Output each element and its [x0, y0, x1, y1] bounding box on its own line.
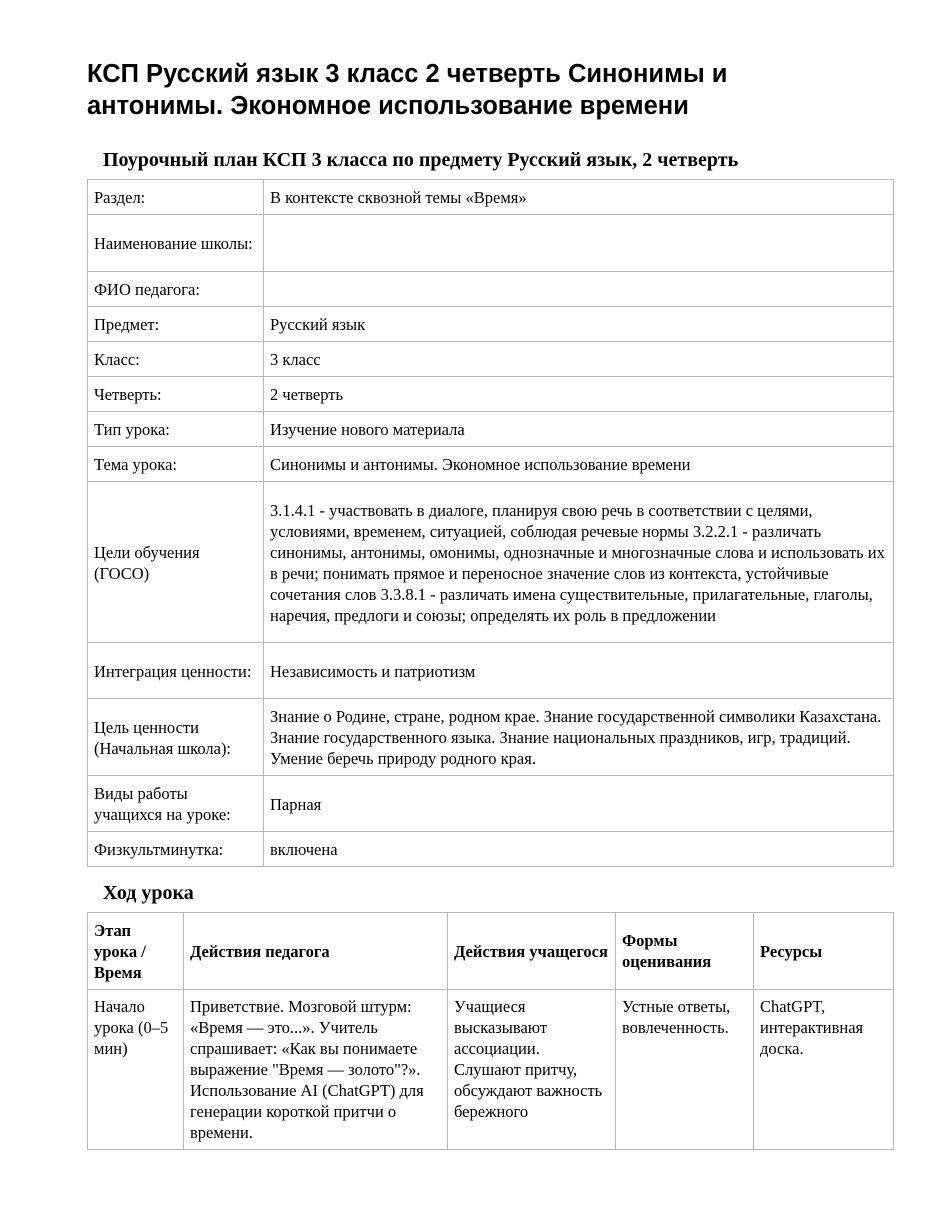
- row-value: Синонимы и антонимы. Экономное использование времени: [264, 447, 894, 482]
- row-value: 3 класс: [264, 342, 894, 377]
- table-header-row: [88, 913, 894, 990]
- assessment-cell: Устные ответы, вовлеченность.: [616, 990, 754, 1150]
- row-label: Виды работы учащихся на уроке:: [88, 776, 264, 832]
- stage-cell: Начало урока (0–5 мин): [88, 990, 184, 1150]
- row-value: Знание о Родине, стране, родном крае. Знание государственной символики Казахстана. Знание государственного языка. Знание национальных праздников, игр, традиций. Умение беречь природу родного края.: [264, 699, 894, 776]
- row-value: Парная: [264, 776, 894, 832]
- lesson-progress-table: [87, 912, 894, 1150]
- table-row: [88, 990, 894, 1150]
- row-label: Тема урока:: [88, 447, 264, 482]
- row-label: Физкультминутка:: [88, 832, 264, 867]
- table-row: [88, 342, 894, 377]
- table-row: [88, 832, 894, 867]
- row-value: В контексте сквозной темы «Время»: [264, 180, 894, 215]
- row-value: [264, 215, 894, 272]
- lesson-info-table: [87, 179, 894, 867]
- column-header-student-actions: Действия учащегося: [448, 913, 616, 990]
- row-value: [264, 272, 894, 307]
- row-value: Независимость и патриотизм: [264, 643, 894, 699]
- row-label: Цели обучения (ГОСО): [88, 482, 264, 643]
- table-row: [88, 307, 894, 342]
- row-label: Интеграция ценности:: [88, 643, 264, 699]
- row-value: 3.1.4.1 - участвовать в диалоге, планируя свою речь в соответствии с целями, условиями, временем, ситуацией, соблюдая речевые нормы 3.2.2.1 - различать синонимы, антонимы, омонимы, однозначные и многозначные слова и использовать их в речи; понимать прямое и переносное значение слов из контекста, устойчивые сочетания слов 3.3.8.1 - различать имена существительные, прилагательные, глаголы, наречия, предлоги и союзы; определять их роль в предложении: [264, 482, 894, 643]
- row-label: Четверть:: [88, 377, 264, 412]
- table-row: [88, 180, 894, 215]
- row-value: Изучение нового материала: [264, 412, 894, 447]
- table-row: [88, 482, 894, 643]
- row-label: Цель ценности (Начальная школа):: [88, 699, 264, 776]
- table-row: [88, 272, 894, 307]
- table-row: [88, 412, 894, 447]
- student-actions-cell: Учащиеся высказывают ассоциации. Слушают притчу, обсуждают важность бережного: [448, 990, 616, 1150]
- row-label: Класс:: [88, 342, 264, 377]
- resources-cell: ChatGPT, интерактивная доска.: [754, 990, 894, 1150]
- column-header-assessment: Формы оценивания: [616, 913, 754, 990]
- table-row: [88, 699, 894, 776]
- table-row: [88, 447, 894, 482]
- row-value: Русский язык: [264, 307, 894, 342]
- table-row: [88, 377, 894, 412]
- row-value: 2 четверть: [264, 377, 894, 412]
- row-label: Тип урока:: [88, 412, 264, 447]
- table-row: [88, 776, 894, 832]
- column-header-teacher-actions: Действия педагога: [184, 913, 448, 990]
- teacher-actions-cell: Приветствие. Мозговой штурм: «Время — это...». Учитель спрашивает: «Как вы понимаете выражение "Время — золото"?». Использование AI (ChatGPT) для генерации короткой притчи о времени.: [184, 990, 448, 1150]
- column-header-resources: Ресурсы: [754, 913, 894, 990]
- page-title: КСП Русский язык 3 класс 2 четверть Синонимы и антонимы. Экономное использование времени: [87, 60, 728, 120]
- column-header-stage: Этап урока / Время: [88, 913, 184, 990]
- lesson-progress-heading: Ход урока: [103, 882, 194, 904]
- table-row: [88, 643, 894, 699]
- row-label: ФИО педагога:: [88, 272, 264, 307]
- row-label: Предмет:: [88, 307, 264, 342]
- row-label: Раздел:: [88, 180, 264, 215]
- row-value: включена: [264, 832, 894, 867]
- lesson-plan-heading: Поурочный план КСП 3 класса по предмету Русский язык, 2 четверть: [103, 149, 739, 171]
- row-label: Наименование школы:: [88, 215, 264, 272]
- table-row: [88, 215, 894, 272]
